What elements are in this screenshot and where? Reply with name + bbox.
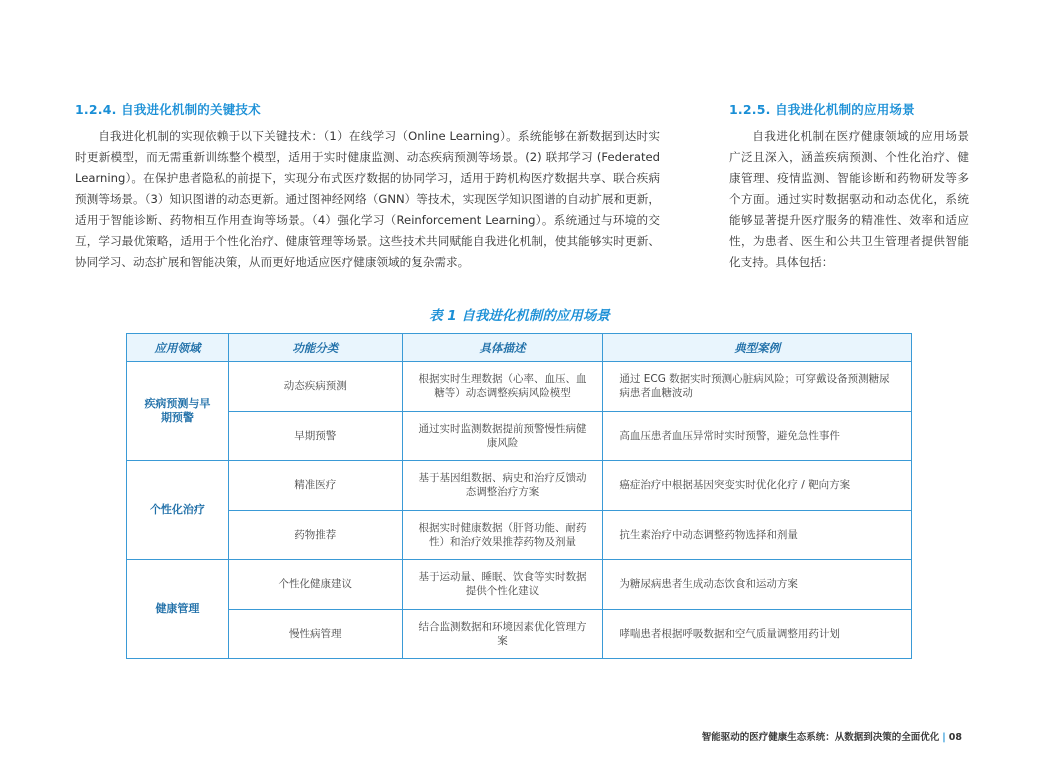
case-cell: 高血压患者血压异常时实时预警，避免急性事件: [603, 411, 912, 461]
section-heading-1-2-5: 1.2.5. 自我进化机制的应用场景: [729, 102, 915, 117]
table-row: [127, 362, 912, 412]
left-column: [75, 100, 660, 273]
description-cell: 根据实时生理数据（心率、血压、血糖等）动态调整疾病风险模型: [402, 362, 603, 412]
header-function: 功能分类: [228, 334, 402, 362]
header-case: 典型案例: [603, 334, 912, 362]
page-footer: [702, 729, 962, 743]
domain-cell: 健康管理: [127, 560, 229, 659]
table-row: [127, 411, 912, 461]
function-cell: 药物推荐: [228, 510, 402, 560]
case-cell: 哮喘患者根据呼吸数据和空气质量调整用药计划: [603, 609, 912, 659]
footer-separator: |: [942, 732, 946, 743]
function-cell: 早期预警: [228, 411, 402, 461]
section-paragraph-1-2-4: 自我进化机制的实现依赖于以下关键技术：（1）在线学习（Online Learning）。系统能够在新数据到达时实时更新模型，而无需重新训练整个模型，适用于实时健康监测、动态疾病预测等场景。(2) 联邦学习 (Federated Learning）。在保护患者隐私的前提下，实现分布式医疗数据的协同学习，适用于跨机构医疗数据共享、联合疾病预测等场景。（3）知识图谱的动态更新。通过图神经网络（GNN）等技术，实现医学知识图谱的自动扩展和更新，适用于智能诊断、药物相互作用查询等场景。（4）强化学习（Reinforcement Learning）。系统通过与环境的交互，学习最优策略，适用于个性化治疗、健康管理等场景。这些技术共同赋能自我进化机制，使其能够实时更新、协同学习、动态扩展和智能决策，从而更好地适应医疗健康领域的复杂需求。: [75, 129, 660, 269]
function-cell: 个性化健康建议: [228, 560, 402, 610]
table-row: [127, 609, 912, 659]
function-cell: 动态疾病预测: [228, 362, 402, 412]
header-domain: 应用领域: [127, 334, 229, 362]
description-cell: 通过实时监测数据提前预警慢性病健康风险: [402, 411, 603, 461]
footer-title: 智能驱动的医疗健康生态系统：从数据到决策的全面优化: [701, 732, 940, 743]
function-cell: 精准医疗: [228, 461, 402, 511]
table-caption: 表 1 自我进化机制的应用场景: [429, 308, 610, 324]
domain-cell: 个性化治疗: [127, 461, 229, 560]
description-cell: 基于运动量、睡眠、饮食等实时数据提供个性化建议: [402, 560, 603, 610]
section-heading-1-2-4: 1.2.4. 自我进化机制的关键技术: [75, 102, 261, 117]
header-description: 具体描述: [402, 334, 603, 362]
table-row: [127, 560, 912, 610]
section-paragraph-1-2-5: 自我进化机制在医疗健康领域的应用场景广泛且深入，涵盖疾病预测、个性化治疗、健康管理、疫情监测、智能诊断和药物研发等多个方面。通过实时数据驱动和动态优化，系统能够显著提升医疗服务的精准性、效率和适应性，为患者、医生和公共卫生管理者提供智能化支持。具体包括：: [729, 129, 969, 269]
case-cell: 通过 ECG 数据实时预测心脏病风险；可穿戴设备预测糖尿病患者血糖波动: [603, 362, 912, 412]
description-cell: 根据实时健康数据（肝肾功能、耐药性）和治疗效果推荐药物及剂量: [402, 510, 603, 560]
application-scenarios-table: [126, 333, 912, 659]
domain-cell: 疾病预测与早期预警: [127, 362, 229, 461]
table-row: [127, 510, 912, 560]
description-cell: 结合监测数据和环境因素优化管理方案: [402, 609, 603, 659]
case-cell: 为糖尿病患者生成动态饮食和运动方案: [603, 560, 912, 610]
table-row: [127, 461, 912, 511]
description-cell: 基于基因组数据、病史和治疗反馈动态调整治疗方案: [402, 461, 603, 511]
table-header-row: [127, 334, 912, 362]
right-column: [729, 100, 969, 273]
case-cell: 癌症治疗中根据基因突变实时优化化疗 / 靶向方案: [603, 461, 912, 511]
case-cell: 抗生素治疗中动态调整药物选择和剂量: [603, 510, 912, 560]
function-cell: 慢性病管理: [228, 609, 402, 659]
page-number: 08: [948, 732, 962, 743]
